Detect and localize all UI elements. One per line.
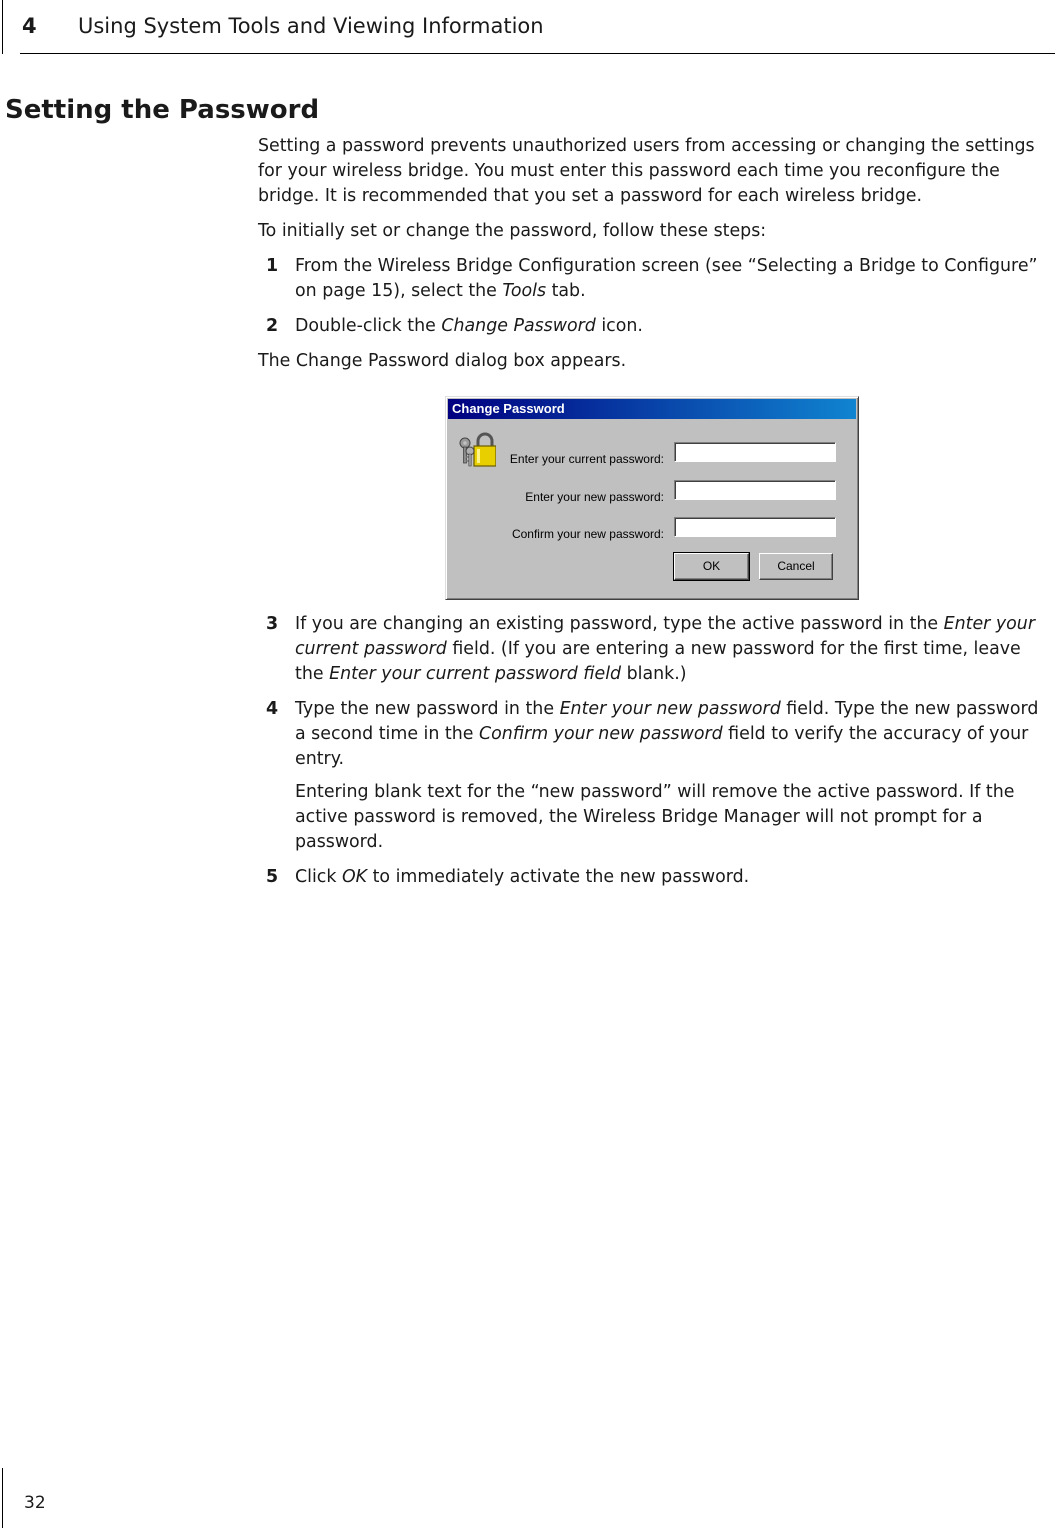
body-text (258, 134, 1053, 900)
step-2: 2 Double-click the Change Password icon. (258, 314, 1053, 339)
tools-tab-ref: Tools (502, 281, 547, 301)
current-password-input[interactable] (674, 442, 836, 462)
chapter-number: 4 (22, 14, 37, 38)
section-title: Setting the Password (5, 95, 320, 125)
page-header (0, 0, 1055, 56)
confirm-password-input[interactable] (674, 517, 836, 537)
ok-ref: OK (341, 867, 368, 887)
header-margin-rule (2, 0, 3, 54)
intro-paragraph: Setting a password prevents unauthorized users from accessing or changing the settings for your wireless bridge. You must enter this password each time you reconfigure the bridge. It is recommended that you set a password for each wireless bridge. (258, 136, 1035, 206)
cancel-button[interactable]: Cancel (759, 553, 833, 580)
ok-button[interactable]: OK (674, 553, 749, 580)
confirm-password-label: Confirm your new password: (511, 527, 664, 541)
footer-margin-rule (2, 1468, 3, 1528)
step-5: 5 Click OK to immediately activate the new password. (258, 865, 1053, 890)
header-rule (20, 53, 1055, 54)
step-3: 3 If you are changing an existing password, type the active password in the Enter your current password field. (If you are entering a new password for the first time, leave the Enter your current password field blank.) (266, 614, 1035, 684)
change-password-dialog (445, 396, 859, 600)
step-1: 1 From the Wireless Bridge Configuration screen (see “Selecting a Bridge to Configure” on page 15), select the Tools tab. (266, 256, 1038, 301)
step-number: 2 (266, 316, 279, 336)
change-password-ref: Change Password (441, 316, 596, 336)
step-number: 4 (266, 699, 279, 719)
step-number: 3 (266, 614, 279, 634)
chapter-title: Using System Tools and Viewing Information (78, 14, 544, 38)
dialog-intro: The Change Password dialog box appears. (258, 351, 627, 371)
new-password-label: Enter your new password: (525, 490, 664, 504)
new-password-input[interactable] (674, 480, 836, 500)
step-number: 1 (266, 256, 279, 276)
step-4-note: Entering blank text for the “new password” will remove the active password. If the active password is removed, the Wireless Bridge Manager will not prompt for a password. (295, 782, 1015, 852)
steps-intro: To initially set or change the password, follow these steps: (258, 221, 767, 241)
current-password-label: Enter your current password: (509, 452, 664, 466)
step-4: 4 Type the new password in the Enter your new password field. Type the new password a second time in the Confirm your new password field to verify the accuracy of your entry. Entering blank text for the “new password” will remove the active password. If the active password is removed, the Wireless Bridge Manager will not prompt for a password. (258, 697, 1053, 855)
step-number: 5 (266, 867, 279, 887)
dialog-titlebar: Change Password (448, 399, 856, 419)
page-number: 32 (24, 1493, 46, 1513)
